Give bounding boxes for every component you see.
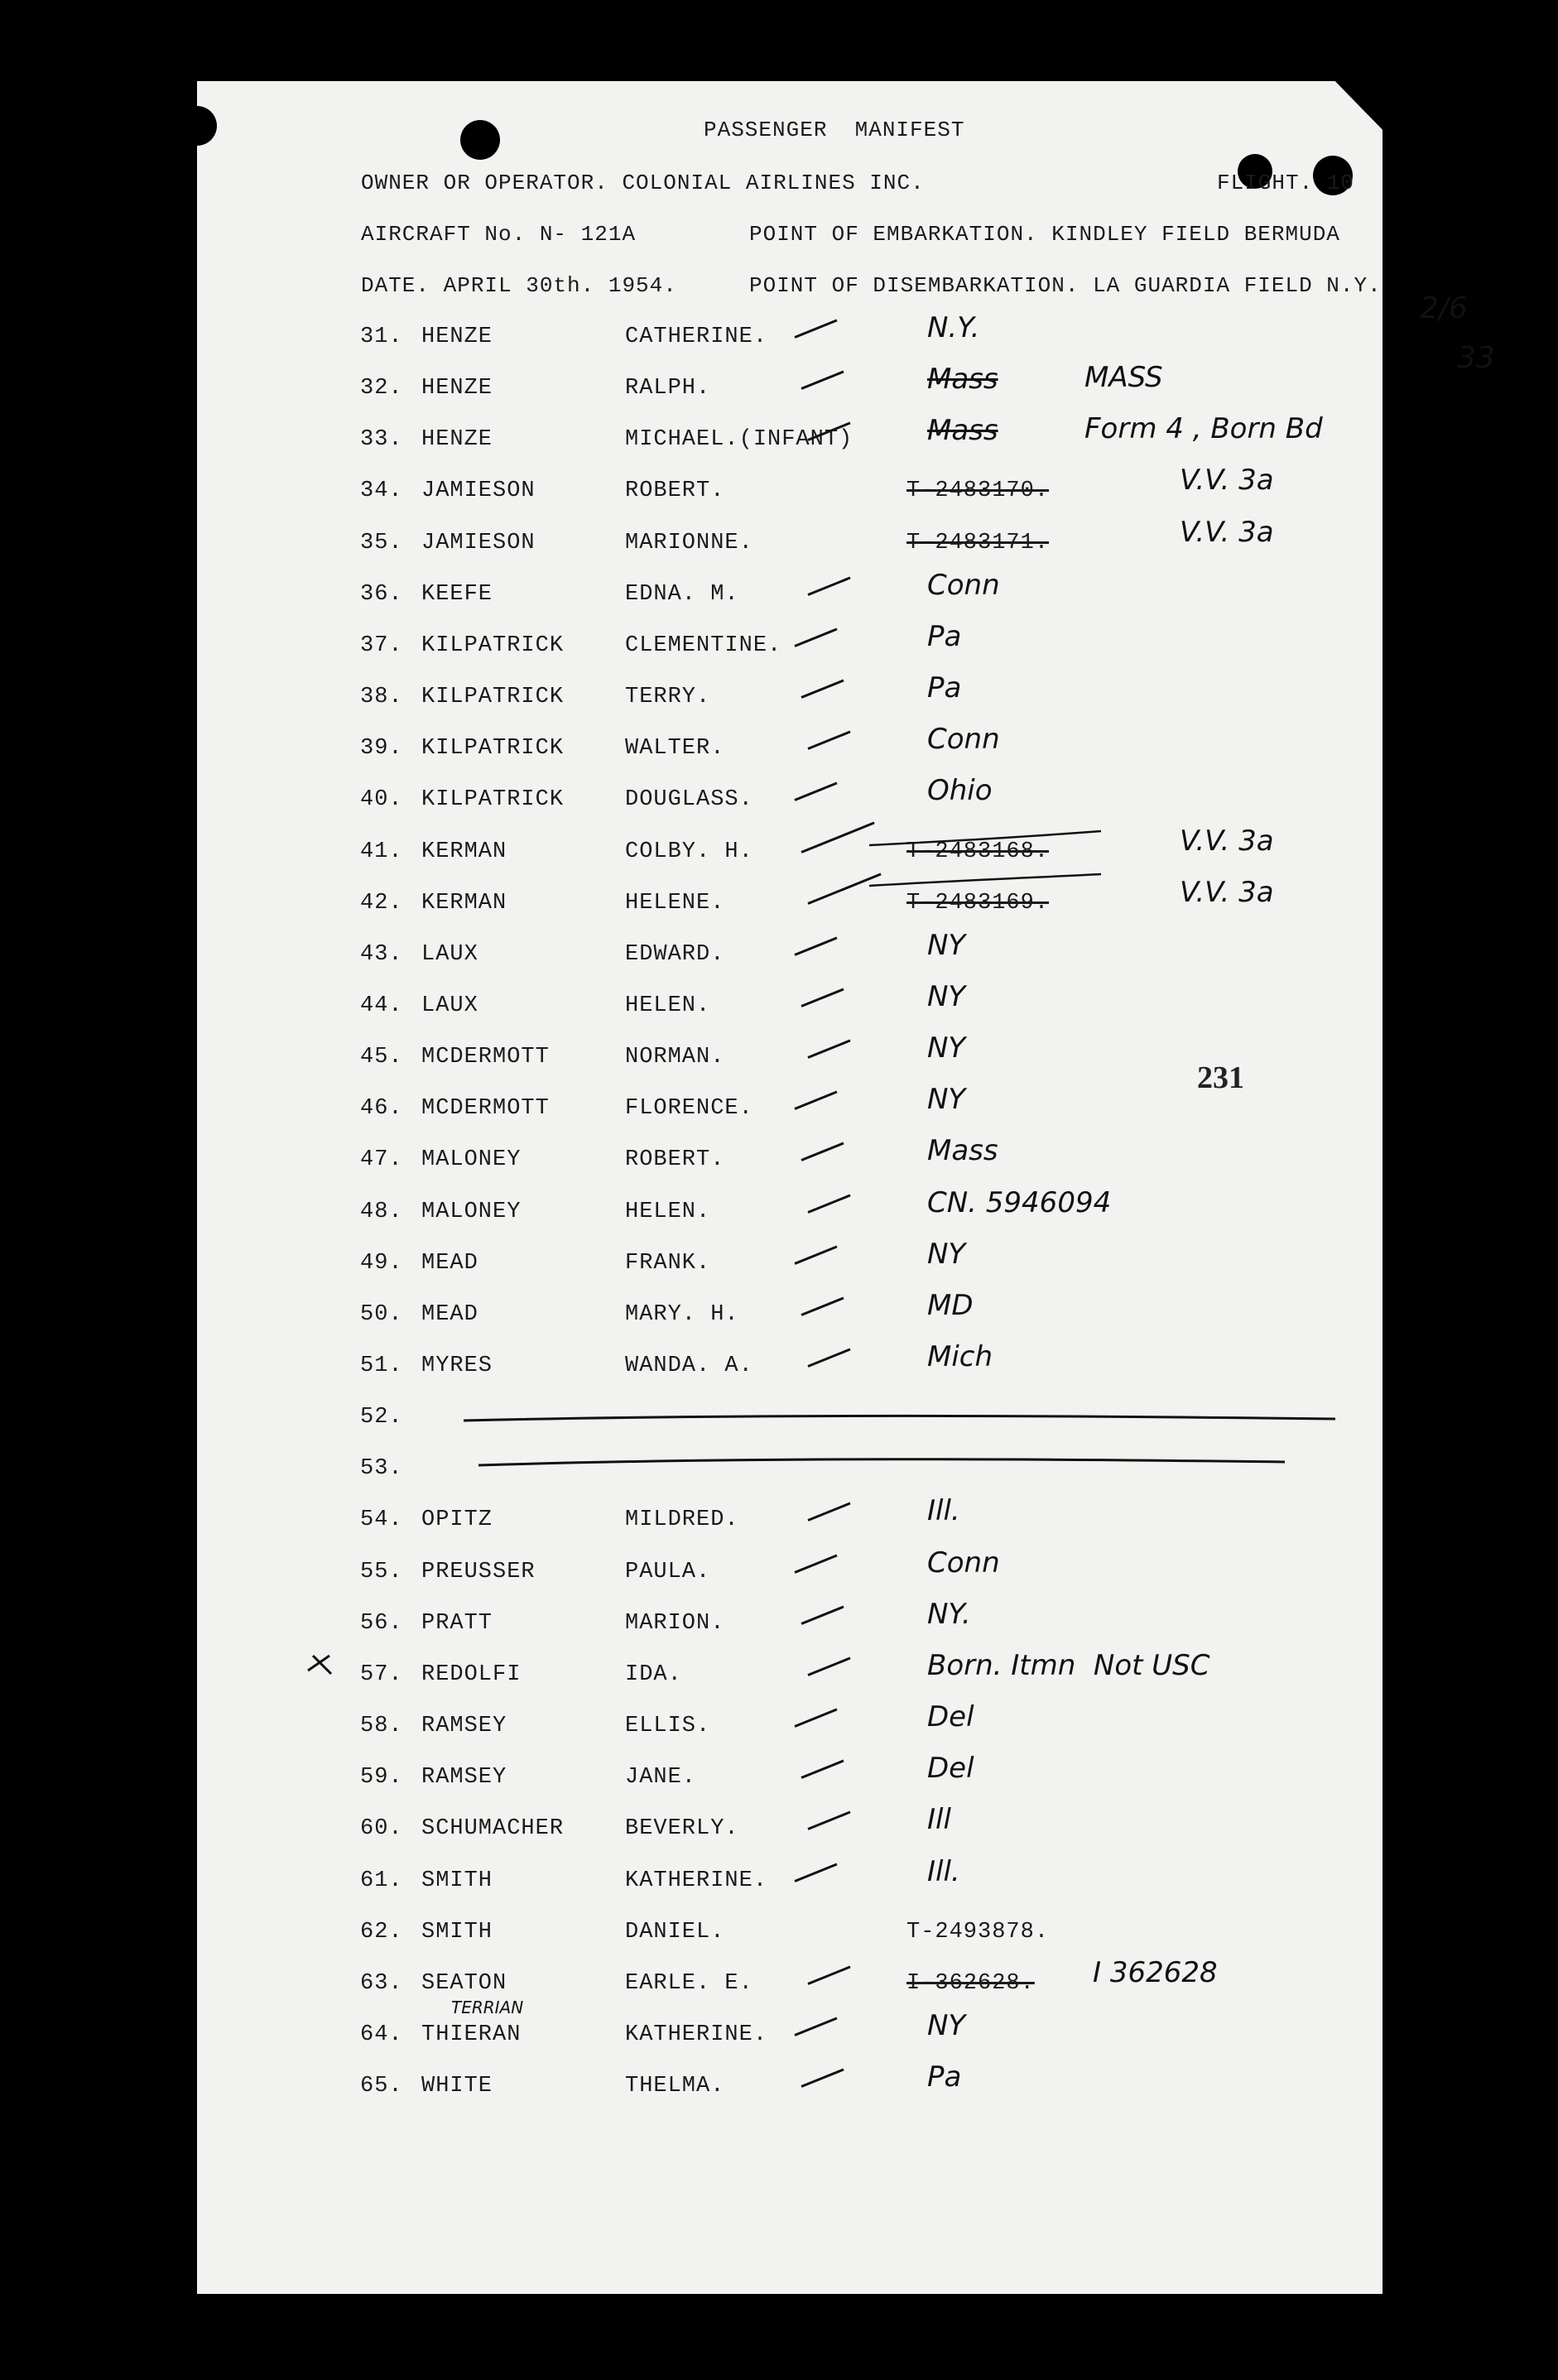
- passenger-number: 55.: [360, 1559, 403, 1584]
- handwritten-note: Mass: [927, 363, 998, 397]
- handwritten-remark: I 362628: [1093, 1955, 1218, 1989]
- handwritten-note: NY: [927, 928, 966, 962]
- passenger-ticket: T-2483170.: [906, 478, 1050, 504]
- passenger-number: 48.: [360, 1199, 403, 1224]
- passenger-number: 61.: [360, 1868, 403, 1893]
- passenger-surname: RAMSEY: [421, 1714, 507, 1739]
- handwritten-remark: MASS: [1084, 361, 1163, 395]
- handwritten-note: NY: [927, 979, 966, 1013]
- handwritten-note: Del: [927, 1752, 974, 1786]
- handwritten-note: NY: [927, 1237, 966, 1271]
- passenger-given-name: MARY. H.: [625, 1301, 739, 1327]
- passenger-given-name: ELLIS.: [625, 1714, 711, 1739]
- passenger-surname: PREUSSER: [421, 1559, 536, 1584]
- passenger-ticket: T-2493878.: [906, 1919, 1050, 1945]
- passenger-surname: MEAD: [421, 1250, 478, 1276]
- passenger-number: 63.: [360, 1970, 403, 1996]
- passenger-number: 43.: [360, 941, 403, 967]
- handwritten-note: Del: [927, 1700, 974, 1734]
- handwritten-note: Conn: [927, 1546, 1000, 1579]
- handwritten-note: Born. Itmn Not USC: [927, 1648, 1210, 1682]
- handwritten-note: NY: [927, 2008, 966, 2042]
- passenger-surname: MALONEY: [421, 1199, 522, 1224]
- handwritten-note: Ill.: [927, 1494, 960, 1528]
- passenger-given-name: MILDRED.: [625, 1507, 739, 1533]
- passenger-number: 32.: [360, 376, 403, 401]
- handwritten-note: NY.: [927, 1597, 971, 1631]
- passenger-given-name: DANIEL.: [625, 1919, 725, 1945]
- passenger-given-name: BEVERLY.: [625, 1816, 739, 1842]
- handwritten-note: Ill.: [927, 1854, 960, 1888]
- corner-note-top: 2/6: [1420, 291, 1468, 325]
- passenger-given-name: KATHERINE.: [625, 2022, 768, 2047]
- passenger-given-name: ROBERT.: [625, 1147, 725, 1173]
- handwritten-note: Conn: [927, 568, 1000, 602]
- passenger-number: 41.: [360, 839, 403, 864]
- passenger-number: 38.: [360, 685, 403, 710]
- passenger-given-name: HELEN.: [625, 1199, 711, 1224]
- embarkation-point: POINT OF EMBARKATION. KINDLEY FIELD BERMUDA: [749, 222, 1340, 247]
- disembarkation-point: POINT OF DISEMBARKATION. LA GUARDIA FIELD N.Y.: [749, 273, 1382, 298]
- flight-number: FLIGHT. 10: [1217, 171, 1355, 195]
- handwritten-remark: Form 4 , Born Bd: [1084, 412, 1323, 446]
- passenger-number: 62.: [360, 1919, 403, 1945]
- passenger-surname: REDOLFI: [421, 1661, 522, 1687]
- passenger-given-name: THELMA.: [625, 2074, 725, 2099]
- passenger-ticket: I-362628.: [906, 1970, 1035, 1996]
- passenger-number: 40.: [360, 787, 403, 813]
- manifest-title: PASSENGER MANIFEST: [704, 118, 965, 142]
- passenger-surname: KERMAN: [421, 890, 507, 916]
- passenger-number: 39.: [360, 736, 403, 762]
- passenger-given-name: WANDA. A.: [625, 1353, 753, 1378]
- passenger-number: 31.: [360, 325, 403, 349]
- passenger-given-name: JANE.: [625, 1765, 697, 1791]
- passenger-given-name: EDNA. M.: [625, 581, 739, 607]
- passenger-surname: PRATT: [421, 1610, 493, 1636]
- passenger-surname: MCDERMOTT: [421, 1096, 550, 1122]
- passenger-number: 37.: [360, 632, 403, 658]
- handwritten-note: NY: [927, 1083, 966, 1117]
- passenger-surname: MCDERMOTT: [421, 1045, 550, 1070]
- passenger-number: 42.: [360, 890, 403, 916]
- passenger-given-name: COLBY. H.: [625, 839, 753, 864]
- handwritten-note: Mass: [927, 414, 998, 448]
- handwritten-remark: V.V. 3a: [1180, 824, 1274, 858]
- handwritten-remark: V.V. 3a: [1180, 515, 1274, 549]
- passenger-ticket: T-2483168.: [906, 839, 1050, 864]
- passenger-number: 54.: [360, 1507, 403, 1533]
- handwritten-note: Conn: [927, 723, 1000, 757]
- passenger-number: 53.: [360, 1456, 403, 1482]
- passenger-ticket: T-2483169.: [906, 890, 1050, 916]
- manifest-date: DATE. APRIL 30th. 1954.: [361, 273, 677, 298]
- passenger-given-name: MICHAEL.(INFANT): [625, 427, 854, 453]
- passenger-number: 60.: [360, 1816, 403, 1842]
- passenger-surname: HENZE: [421, 376, 493, 401]
- passenger-given-name: DOUGLASS.: [625, 787, 753, 813]
- passenger-surname: LAUX: [421, 941, 478, 967]
- handwritten-note: Pa: [927, 619, 962, 653]
- handwritten-note: Pa: [927, 671, 962, 705]
- passenger-number: 56.: [360, 1610, 403, 1636]
- passenger-given-name: FRANK.: [625, 1250, 711, 1276]
- passenger-given-name: TERRY.: [625, 685, 711, 710]
- handwritten-note: NY: [927, 1031, 966, 1065]
- surname-correction: TERRIAN: [451, 1997, 524, 2017]
- passenger-given-name: CLEMENTINE.: [625, 632, 782, 658]
- passenger-given-name: FLORENCE.: [625, 1096, 753, 1122]
- passenger-given-name: PAULA.: [625, 1559, 711, 1584]
- passenger-number: 47.: [360, 1147, 403, 1173]
- owner-line: OWNER OR OPERATOR. COLONIAL AIRLINES INC.: [361, 171, 925, 195]
- handwritten-note: MD: [927, 1288, 974, 1322]
- passenger-number: 46.: [360, 1096, 403, 1122]
- handwritten-remark: V.V. 3a: [1180, 875, 1274, 909]
- passenger-surname: WHITE: [421, 2074, 493, 2099]
- passenger-number: 59.: [360, 1765, 403, 1791]
- passenger-number: 49.: [360, 1250, 403, 1276]
- passenger-given-name: MARION.: [625, 1610, 725, 1636]
- passenger-given-name: NORMAN.: [625, 1045, 725, 1070]
- passenger-ticket: T-2483171.: [906, 530, 1050, 555]
- passenger-given-name: IDA.: [625, 1661, 682, 1687]
- handwritten-note: Pa: [927, 2060, 962, 2094]
- passenger-number: 52.: [360, 1405, 403, 1430]
- passenger-number: 65.: [360, 2074, 403, 2099]
- corner-note-bottom: 33: [1457, 341, 1495, 375]
- passenger-surname: THIERAN: [421, 2022, 522, 2047]
- passenger-surname: KERMAN: [421, 839, 507, 864]
- passenger-surname: OPITZ: [421, 1507, 493, 1533]
- passenger-surname: MEAD: [421, 1301, 478, 1327]
- page-number-stamp: 231: [1197, 1060, 1244, 1095]
- passenger-surname: SMITH: [421, 1919, 493, 1945]
- passenger-number: 35.: [360, 530, 403, 555]
- passenger-number: 36.: [360, 581, 403, 607]
- handwritten-note: Ohio: [927, 774, 993, 808]
- passenger-surname: KILPATRICK: [421, 632, 565, 658]
- passenger-surname: KILPATRICK: [421, 736, 565, 762]
- passenger-surname: KEEFE: [421, 581, 493, 607]
- passenger-number: 64.: [360, 2022, 403, 2047]
- handwritten-note: Mass: [927, 1134, 998, 1168]
- passenger-surname: HENZE: [421, 427, 493, 453]
- passenger-surname: MALONEY: [421, 1147, 522, 1173]
- handwritten-note: N.Y.: [927, 311, 980, 344]
- passenger-surname: RAMSEY: [421, 1765, 507, 1791]
- passenger-given-name: KATHERINE.: [625, 1868, 768, 1893]
- passenger-given-name: RALPH.: [625, 376, 711, 401]
- passenger-surname: KILPATRICK: [421, 685, 565, 710]
- handwritten-remark: V.V. 3a: [1180, 464, 1274, 498]
- passenger-surname: KILPATRICK: [421, 787, 565, 813]
- passenger-number: 51.: [360, 1353, 403, 1378]
- handwritten-note: Ill: [927, 1803, 951, 1837]
- passenger-given-name: HELEN.: [625, 993, 711, 1018]
- passenger-surname: LAUX: [421, 993, 478, 1018]
- aircraft-number: AIRCRAFT No. N- 121A: [361, 222, 637, 247]
- passenger-number: 50.: [360, 1301, 403, 1327]
- handwritten-note: Mich: [927, 1340, 993, 1373]
- passenger-number: 34.: [360, 478, 403, 504]
- passenger-given-name: ROBERT.: [625, 478, 725, 504]
- passenger-number: 33.: [360, 427, 403, 453]
- passenger-given-name: HELENE.: [625, 890, 725, 916]
- passenger-surname: MYRES: [421, 1353, 493, 1378]
- passenger-given-name: MARIONNE.: [625, 530, 753, 555]
- passenger-given-name: EARLE. E.: [625, 1970, 753, 1996]
- passenger-surname: SCHUMACHER: [421, 1816, 565, 1842]
- handwritten-note: CN. 5946094: [927, 1185, 1112, 1219]
- passenger-given-name: EDWARD.: [625, 941, 725, 967]
- passenger-number: 45.: [360, 1045, 403, 1070]
- passenger-surname: SEATON: [421, 1970, 507, 1996]
- passenger-surname: HENZE: [421, 325, 493, 349]
- passenger-surname: JAMIESON: [421, 478, 536, 504]
- passenger-surname: JAMIESON: [421, 530, 536, 555]
- passenger-number: 57.: [360, 1661, 403, 1687]
- passenger-surname: SMITH: [421, 1868, 493, 1893]
- passenger-number: 58.: [360, 1714, 403, 1739]
- passenger-given-name: CATHERINE.: [625, 325, 768, 349]
- passenger-given-name: WALTER.: [625, 736, 725, 762]
- passenger-number: 44.: [360, 993, 403, 1018]
